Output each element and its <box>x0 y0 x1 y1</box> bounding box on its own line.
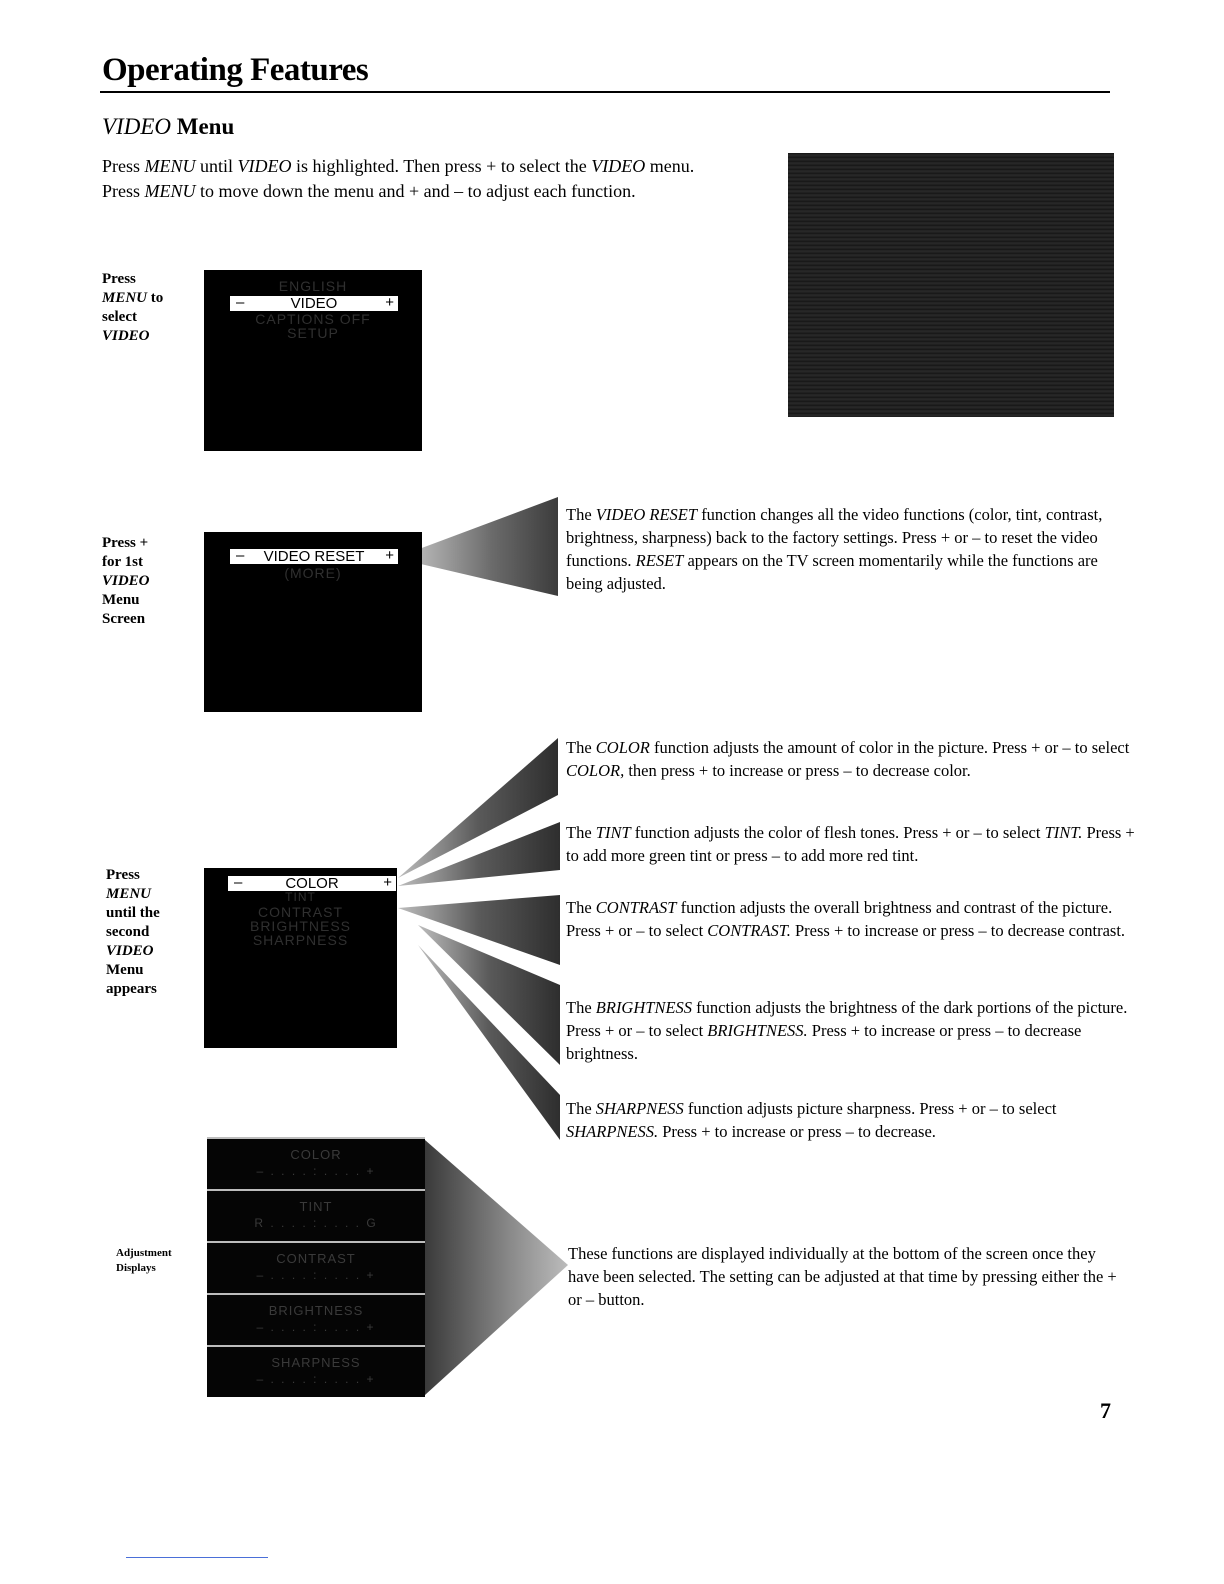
step1-label-line: select <box>102 309 137 325</box>
menu-item-color-selected[interactable] <box>228 876 396 891</box>
minus-icon: – <box>234 874 243 891</box>
adjustment-display-title: TINT <box>299 1199 333 1214</box>
intro-text: until <box>195 156 238 176</box>
step4-label-line: Adjustment <box>116 1247 172 1259</box>
intro-text: Press <box>102 156 145 176</box>
step3-label-line: second <box>106 924 150 940</box>
desc-text: appears on the TV screen momentarily while the functions are being adjusted. <box>566 551 1098 593</box>
menu-item-sharpness: SHARPNESS <box>252 932 349 948</box>
desc-text: RESET <box>635 551 684 570</box>
intro-text: VIDEO <box>237 156 292 176</box>
step3-label-line: until the <box>106 905 160 921</box>
plus-icon: + <box>385 547 394 564</box>
menu-item-label: VIDEO RESET <box>263 548 365 565</box>
desc-text: The <box>566 998 596 1017</box>
desc-text: function changes all the video functions (color, tint, contrast, brightness, sharpness) back to the factory settings. Press + or – to reset the video functions. <box>566 505 1103 570</box>
step3-label-line: Press <box>106 867 140 883</box>
desc-text: function adjusts the overall brightness and contrast of the picture. Press + or – to select <box>566 898 1113 940</box>
desc-text: function adjusts the color of flesh tones. Press + or – to select <box>630 823 1045 842</box>
menu-item-brightness: BRIGHTNESS <box>249 918 351 934</box>
menu-item-english: ENGLISH <box>278 278 348 294</box>
step2-label <box>102 534 150 629</box>
menu-screen-video-2 <box>204 868 397 1048</box>
contrast-description <box>566 896 1136 942</box>
video-reset-description <box>566 503 1136 595</box>
adjustment-display-title: CONTRAST <box>276 1251 356 1266</box>
adjustment-display-tint <box>207 1189 425 1241</box>
desc-text: VIDEO RESET <box>595 505 698 524</box>
desc-text: function adjusts the brightness of the dark portions of the picture. Press + or – to select <box>566 998 1128 1040</box>
menu-item-label: COLOR <box>285 875 339 892</box>
menu-screen-video-1 <box>204 532 422 712</box>
adjustment-display-scale: – . . . . : . . . . + <box>256 1320 376 1334</box>
desc-text: function adjusts picture sharpness. Press + or – to select <box>683 1099 1057 1118</box>
menu-item-setup: SETUP <box>287 325 339 341</box>
step3-label-line: MENU <box>106 886 152 902</box>
intro-text: menu. Press <box>102 156 695 201</box>
desc-text: SHARPNESS. <box>566 1122 659 1141</box>
desc-text: then press + to increase or press – to decrease color. <box>624 761 971 780</box>
desc-text: The <box>566 823 596 842</box>
menu-item-video-selected[interactable] <box>230 296 398 311</box>
step2-label-line: Press + <box>102 535 149 551</box>
page-number: 7 <box>1100 1398 1111 1423</box>
adjustment-display-scale: – . . . . : . . . . + <box>256 1268 376 1282</box>
intro-text: MENU <box>144 156 196 176</box>
section-heading-italic: VIDEO <box>102 114 171 139</box>
desc-text: The <box>566 1099 596 1118</box>
menu-item-tint: TINT <box>285 890 316 904</box>
step3-label-line: appears <box>106 981 157 997</box>
desc-text: The <box>566 898 596 917</box>
step1-label <box>102 270 163 346</box>
step3-label-line: VIDEO <box>106 943 154 959</box>
beam-adjustment <box>425 1140 568 1395</box>
step3-label-line: Menu <box>106 962 144 978</box>
step1-label-line: VIDEO <box>102 328 150 344</box>
desc-text: SHARPNESS <box>595 1099 684 1118</box>
adjustment-display-scale: R . . . . : . . . . G <box>254 1216 378 1230</box>
desc-text: COLOR <box>595 738 650 757</box>
desc-text: The <box>566 738 596 757</box>
desc-text: The <box>566 505 596 524</box>
step4-label-line: Displays <box>116 1262 156 1274</box>
menu-screen-main <box>204 270 422 451</box>
step4-label <box>116 1246 172 1276</box>
step1-label-line: Press <box>102 271 136 287</box>
step3-label <box>106 866 160 999</box>
desc-text: TINT. <box>1044 823 1083 842</box>
step2-label-line: VIDEO <box>102 573 150 589</box>
step2-label-line: Screen <box>102 611 146 627</box>
adjustment-display-contrast <box>207 1241 425 1293</box>
menu-item-captions: CAPTIONS OFF <box>255 311 371 327</box>
tint-description <box>566 821 1136 867</box>
step1-label-line: to <box>147 290 164 306</box>
menu-item-contrast: CONTRAST <box>258 904 343 920</box>
minus-icon: – <box>236 547 245 564</box>
adjustment-display-scale: – . . . . : . . . . + <box>256 1164 376 1178</box>
step1-label-line: MENU <box>102 290 148 306</box>
intro-text: to move down the menu and + and – to adjust each function. <box>195 181 636 201</box>
desc-text: BRIGHTNESS. <box>707 1021 808 1040</box>
bottom-rule <box>126 1557 268 1558</box>
minus-icon: – <box>236 294 245 311</box>
intro-text: VIDEO <box>591 156 646 176</box>
adjustment-description: These functions are displayed individually at the bottom of the screen once they have been selected. The setting can be adjusted at that time by pressing either the + or – button. <box>568 1244 1117 1309</box>
menu-item-video-reset-selected[interactable] <box>230 549 398 564</box>
desc-text: Press + to increase or press – to decrease contrast. <box>790 921 1126 940</box>
intro-text: MENU <box>144 181 196 201</box>
desc-text: Press + to increase or press – to decrease. <box>658 1122 936 1141</box>
brightness-description <box>566 996 1136 1065</box>
adjustment-display-title: SHARPNESS <box>271 1355 361 1370</box>
adjustment-display-scale: – . . . . : . . . . + <box>256 1372 376 1386</box>
adjustment-display-brightness <box>207 1293 425 1345</box>
section-heading-rest: Menu <box>170 114 235 139</box>
step2-label-line: Menu <box>102 592 140 608</box>
plus-icon: + <box>385 294 394 311</box>
adjustment-display-title: BRIGHTNESS <box>268 1303 364 1318</box>
color-description <box>566 736 1136 782</box>
desc-text: BRIGHTNESS <box>595 998 693 1017</box>
menu-item-more: (MORE) <box>284 565 342 581</box>
adjustment-display-sharpness <box>207 1345 425 1397</box>
desc-text: function adjusts the amount of color in the picture. Press + or – to select <box>649 738 1130 757</box>
sharpness-description <box>566 1097 1136 1143</box>
page-title: Operating Features <box>102 52 369 88</box>
desc-text: CONTRAST. <box>707 921 791 940</box>
plus-icon: + <box>383 874 392 891</box>
step2-label-line: for 1st <box>102 554 143 570</box>
desc-text: COLOR, <box>566 761 625 780</box>
adjustment-display-color <box>207 1137 425 1189</box>
desc-text: Press + to increase or press – to decrease brightness. <box>566 1021 1082 1063</box>
desc-text: TINT <box>595 823 631 842</box>
desc-text: Press + to add more green tint or press – to add more red tint. <box>566 823 1135 865</box>
desc-text: CONTRAST <box>595 898 677 917</box>
menu-item-label: VIDEO <box>290 295 338 312</box>
intro-text: is highlighted. Then press + to select the <box>291 156 592 176</box>
adjustment-display-title: COLOR <box>290 1147 342 1162</box>
